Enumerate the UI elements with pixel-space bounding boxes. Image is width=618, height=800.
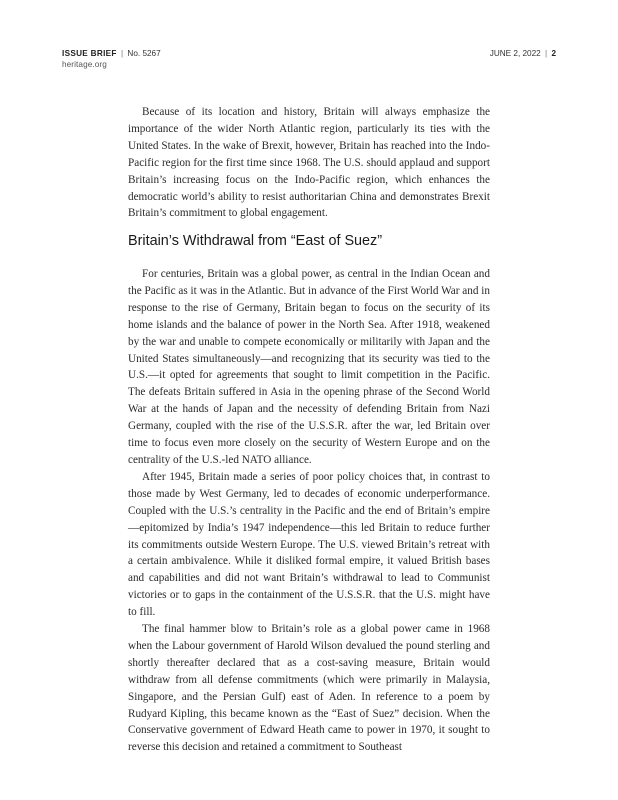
page-header-left xyxy=(62,48,161,70)
series-label: ISSUE BRIEF xyxy=(62,49,117,58)
page-number: 2 xyxy=(551,49,556,58)
header-separator-right: | xyxy=(545,49,548,58)
section-body xyxy=(128,266,490,756)
issue-number: No. 5267 xyxy=(127,49,161,58)
body-paragraph: After 1945, Britain made a series of poor policy choices that, in contrast to those made by West Germany, led to decades of economic underperformance. Coupled with the U.S.’s centrality in the Pacific and the end of Britain’s empire—epitomized by India’s 1947 independence—this led Britain to reduce further its commitments outside Western Europe. The U.S. viewed Britain’s retreat with a certain ambivalence. While it disliked formal empire, it valued British bases and capabilities and did not want Britain’s withdrawal to lead to Communist victories or to gaps in the containment of the U.S.S.R. that the U.S. might have to fill. xyxy=(128,470,490,619)
publication-date: JUNE 2, 2022 xyxy=(489,49,541,58)
body-paragraph: The final hammer blow to Britain’s role as a global power came in 1968 when the Labour government of Harold Wilson devalued the pound sterling and shortly thereafter declared that as a cost-saving measure, Britain would withdraw from all defense commitments (which were primarily in Malaysia, Singapore, and the Persian Gulf) east of Aden. In reference to a poem by Rudyard Kipling, this became known as the “East of Suez” decision. When the Conservative government of Edward Heath came to power in 1970, it sought to reverse this decision and retained a commitment to Southeast xyxy=(128,623,490,754)
issue-line xyxy=(62,48,161,59)
header-separator: | xyxy=(121,49,124,58)
page-header-right xyxy=(490,48,556,59)
site-url: heritage.org xyxy=(62,60,107,69)
body-paragraph: For centuries, Britain was a global power, as central in the Indian Ocean and the Pacific as it was in the Atlantic. But in advance of the First World War and in response to the rise of Germany, Britain began to focus on the security of its home islands and the balance of power in the North Sea. After 1918, weakened by the war and unable to compete economically or militarily with Japan and the United States simultaneously—and recognizing that its security was tied to the U.S.—it opted for agreements that sought to limit competition in the Pacific. The defeats Britain suffered in Asia in the opening phrase of the Second World War at the hands of Japan and the necessity of defending Britain from Nazi Germany, coupled with the rise of the U.S.S.R. after the war, led Britain over time to focus even more closely on the security of Western Europe and on the centrality of the U.S.-led NATO alliance. xyxy=(128,268,490,466)
section-heading: Britain’s Withdrawal from “East of Suez” xyxy=(128,233,383,249)
intro-block xyxy=(128,104,490,222)
intro-paragraph: Because of its location and history, Britain will always emphasize the importance of the wider North Atlantic region, particularly its ties with the United States. In the wake of Brexit, however, Britain has reached into the Indo-Pacific region for the first time since 1968. The U.S. should applaud and support Britain’s increasing focus on the Indo-Pacific region, which enhances the democratic world’s ability to resist authoritarian China and demonstrates Brexit Britain’s commitment to global engagement. xyxy=(128,106,490,220)
